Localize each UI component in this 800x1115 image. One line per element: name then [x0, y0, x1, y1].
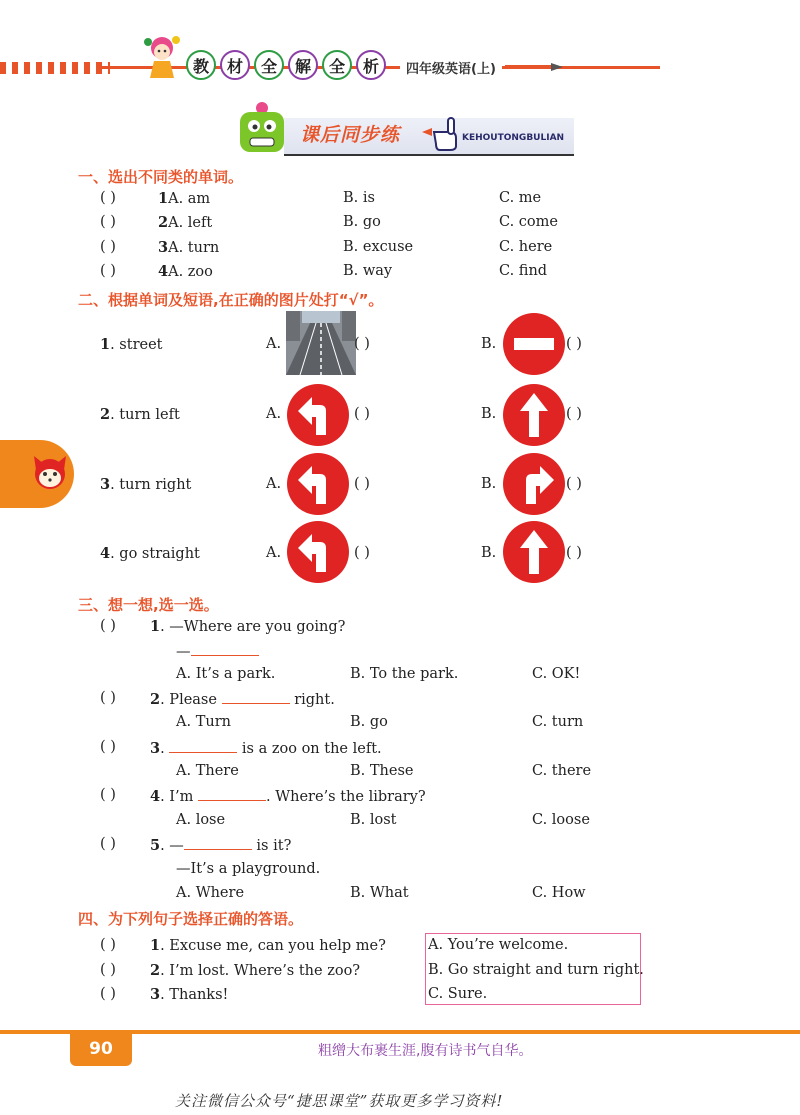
- no-entry-sign-icon: [502, 312, 566, 376]
- question-number: 3: [150, 986, 161, 1003]
- option-text: A. zoo: [168, 264, 213, 280]
- s2-item2-a-paren[interactable]: ( ): [354, 406, 370, 422]
- banner-subtitle: KEHOUTONGBULIAN: [462, 133, 565, 143]
- grade-label: 四年级英语(上): [400, 58, 502, 77]
- question-number: 3: [150, 740, 161, 757]
- option-text: A. turn: [168, 240, 220, 256]
- page-header: [0, 0, 800, 95]
- s3-q1-option-c: C. OK!: [532, 666, 581, 682]
- s3-q3-option-a: A. There: [176, 763, 239, 779]
- question-number: 2: [150, 691, 161, 708]
- s2-item4-a-paren[interactable]: ( ): [354, 545, 370, 561]
- s1-q4-option-a: [158, 263, 213, 280]
- s3-q3-option-c: C. there: [532, 763, 592, 779]
- s4-q1-paren[interactable]: ( ): [100, 937, 116, 953]
- s3-q4-option-b: B. lost: [350, 812, 397, 828]
- question-text: . I’m lost. Where’s the zoo?: [160, 963, 361, 979]
- s2-item4-b-label: B.: [481, 545, 497, 561]
- s2-item3-a-label: A.: [266, 476, 282, 492]
- s2-item4-label: [100, 545, 200, 562]
- s2-item3-b-paren[interactable]: ( ): [566, 476, 582, 492]
- question-number: 1: [150, 937, 161, 954]
- s2-item2-label: [100, 406, 180, 423]
- question-pre: . —: [160, 838, 184, 854]
- question-number: 3: [158, 239, 169, 256]
- turn-right-arrow-icon: [502, 452, 566, 516]
- title-char: 教: [186, 50, 216, 80]
- title-char: 材: [220, 50, 250, 80]
- pencil-icon: [505, 62, 565, 72]
- s1-q2-option-c: C. come: [499, 214, 558, 230]
- s3-q3-stem: [150, 739, 382, 757]
- question-number: 1: [150, 618, 161, 635]
- answer-blank[interactable]: [169, 739, 237, 753]
- straight-arrow-icon: [502, 520, 566, 584]
- s1-q2-paren[interactable]: ( ): [100, 214, 116, 230]
- s2-item3-a-paren[interactable]: ( ): [354, 476, 370, 492]
- s3-q4-option-c: C. loose: [532, 812, 590, 828]
- s4-q2-paren[interactable]: ( ): [100, 962, 116, 978]
- s3-q1-stem: [150, 618, 345, 635]
- s3-q1-paren[interactable]: ( ): [100, 618, 116, 634]
- s2-item3-b-label: B.: [481, 476, 497, 492]
- s3-q4-stem: [150, 787, 426, 805]
- s3-q5-stem: [150, 836, 291, 854]
- question-text: . Thanks!: [160, 987, 229, 1003]
- s3-q5-option-b: B. What: [350, 885, 409, 901]
- question-text: . Excuse me, can you help me?: [160, 938, 386, 954]
- s3-q2-option-b: B. go: [350, 714, 388, 730]
- option-text: A. left: [168, 215, 213, 231]
- s1-q4-paren[interactable]: ( ): [100, 263, 116, 279]
- s1-q4-option-c: C. find: [499, 263, 548, 279]
- answer-blank[interactable]: [184, 836, 252, 850]
- title-char: 解: [288, 50, 318, 80]
- question-post: . Where’s the library?: [266, 789, 426, 805]
- s2-item2-b-paren[interactable]: ( ): [566, 406, 582, 422]
- answer-choice-a: A. You’re welcome.: [428, 937, 569, 953]
- s4-q3-text: [150, 986, 228, 1003]
- s3-q2-paren[interactable]: ( ): [100, 690, 116, 706]
- s2-item1-b-paren[interactable]: ( ): [566, 336, 582, 352]
- straight-arrow-icon: [502, 383, 566, 447]
- item-number: 2: [100, 406, 111, 423]
- question-text: . —Where are you going?: [160, 619, 346, 635]
- s1-q3-option-a: [158, 239, 219, 256]
- s3-q2-option-c: C. turn: [532, 714, 584, 730]
- page-number: 90: [70, 1032, 132, 1066]
- turn-left-arrow-icon: [286, 520, 350, 584]
- street-photo: [286, 311, 356, 375]
- header-checker-decoration: [0, 62, 110, 74]
- s2-item1-a-label: A.: [266, 336, 282, 352]
- s3-q1-option-a: A. It’s a park.: [176, 666, 276, 682]
- question-post: is a zoo on the left.: [241, 741, 382, 757]
- title-char: 全: [322, 50, 352, 80]
- footer-motto: 粗缯大布裹生涯,腹有诗书气自华。: [318, 1043, 533, 1059]
- question-post: right.: [294, 692, 335, 708]
- item-text: . street: [110, 337, 163, 353]
- question-number: 5: [150, 837, 161, 854]
- s1-q1-option-b: B. is: [343, 190, 375, 206]
- question-pre: . Please: [160, 692, 217, 708]
- section1-title: 一、选出不同类的单词。: [78, 168, 244, 186]
- s3-q5-option-a: A. Where: [176, 885, 245, 901]
- question-pre: . I’m: [160, 789, 194, 805]
- s1-q4-option-b: B. way: [343, 263, 393, 279]
- s2-item4-a-label: A.: [266, 545, 282, 561]
- question-number: 4: [158, 263, 169, 280]
- monster-mascot-icon: [232, 100, 294, 158]
- answer-blank[interactable]: [191, 642, 259, 656]
- answer-choice-c: C. Sure.: [428, 986, 488, 1002]
- s2-item2-b-label: B.: [481, 406, 497, 422]
- s3-q3-option-b: B. These: [350, 763, 414, 779]
- item-text: . turn right: [110, 477, 192, 493]
- s3-q3-paren[interactable]: ( ): [100, 739, 116, 755]
- title-char: 析: [356, 50, 386, 80]
- s1-q1-paren[interactable]: ( ): [100, 190, 116, 206]
- handwritten-note: 关注微信公众号“捷思课堂”获取更多学习资料!: [175, 1092, 504, 1110]
- pointing-hand-icon: [422, 112, 462, 152]
- s1-q1-option-c: C. me: [499, 190, 542, 206]
- s2-item1-b-label: B.: [481, 336, 497, 352]
- s3-q2-option-a: A. Turn: [176, 714, 231, 730]
- s2-item1-a-paren[interactable]: ( ): [354, 336, 370, 352]
- turn-left-arrow-icon: [286, 383, 350, 447]
- s1-q3-option-b: B. excuse: [343, 239, 414, 255]
- s4-q3-paren[interactable]: ( ): [100, 986, 116, 1002]
- item-text: . go straight: [110, 546, 200, 562]
- s4-q2-text: [150, 962, 360, 979]
- section3-title: 三、想一想,选一选。: [78, 596, 219, 614]
- option-text: A. am: [168, 191, 211, 207]
- question-number: 2: [158, 214, 169, 231]
- question-pre: .: [160, 741, 165, 757]
- s3-q4-paren[interactable]: ( ): [100, 787, 116, 803]
- s3-q5-option-c: C. How: [532, 885, 586, 901]
- s1-q2-option-a: [158, 214, 212, 231]
- book-title: [186, 50, 386, 80]
- answer-blank[interactable]: [198, 787, 266, 801]
- answer-choice-b: B. Go straight and turn right.: [428, 962, 644, 978]
- question-number: 4: [150, 788, 161, 805]
- banner-title: 课后同步练: [300, 124, 401, 146]
- s1-q3-option-c: C. here: [499, 239, 553, 255]
- title-char: 全: [254, 50, 284, 80]
- s3-q1-option-b: B. To the park.: [350, 666, 459, 682]
- s1-q2-option-b: B. go: [343, 214, 381, 230]
- s3-q1-answer-line[interactable]: [176, 642, 259, 660]
- exercise-banner: [232, 100, 574, 158]
- question-number: 2: [150, 962, 161, 979]
- s3-q4-option-a: A. lose: [176, 812, 226, 828]
- section4-title: 四、为下列句子选择正确的答语。: [78, 910, 304, 928]
- s2-item3-label: [100, 476, 191, 493]
- fox-face-icon: [30, 450, 70, 496]
- dash: —: [176, 644, 191, 660]
- s3-q2-stem: [150, 690, 335, 708]
- girl-mascot-icon: [140, 34, 184, 82]
- s2-item2-a-label: A.: [266, 406, 282, 422]
- question-post: is it?: [256, 838, 292, 854]
- s2-item1-label: [100, 336, 163, 353]
- answer-blank[interactable]: [222, 690, 290, 704]
- s4-q1-text: [150, 937, 386, 954]
- question-number: 1: [158, 190, 169, 207]
- item-number: 4: [100, 545, 111, 562]
- item-text: . turn left: [110, 407, 180, 423]
- s1-q1-option-a: [158, 190, 210, 207]
- s1-q3-paren[interactable]: ( ): [100, 239, 116, 255]
- s2-item4-b-paren[interactable]: ( ): [566, 545, 582, 561]
- section2-title: 二、根据单词及短语,在正确的图片处打“√”。: [78, 291, 384, 309]
- s3-q5-paren[interactable]: ( ): [100, 836, 116, 852]
- item-number: 3: [100, 476, 111, 493]
- s3-q5-reply: —It’s a playground.: [176, 861, 321, 877]
- item-number: 1: [100, 336, 111, 353]
- turn-left-arrow-icon: [286, 452, 350, 516]
